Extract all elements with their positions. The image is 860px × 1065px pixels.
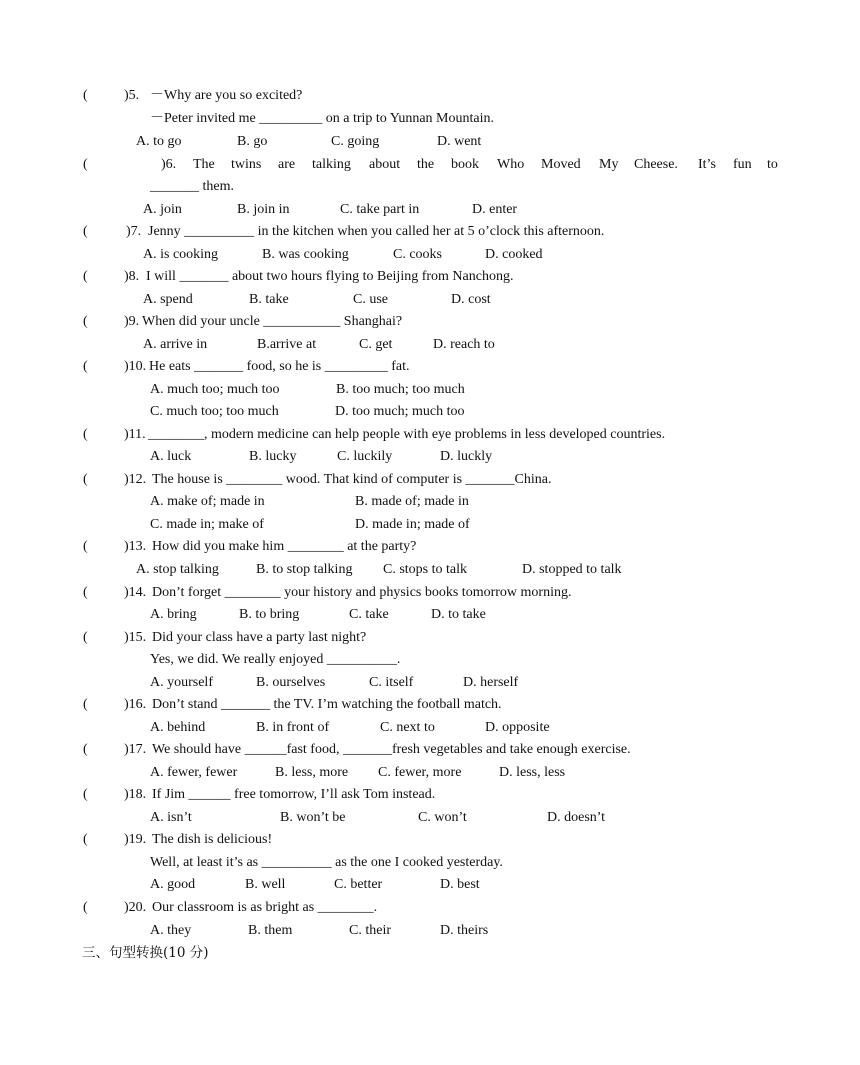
option-d: D. reach to: [433, 337, 495, 352]
question-5: [0, 86, 860, 106]
option-d: D. made in; made of: [355, 517, 470, 532]
word: The: [193, 157, 215, 172]
question-5-line2: [0, 109, 860, 129]
option-d: D. to take: [431, 607, 486, 622]
question-17-options: [0, 763, 860, 783]
question-text: The dish is delicious!: [152, 832, 273, 847]
option-d: D. opposite: [485, 720, 550, 735]
question-number: )8.: [124, 269, 140, 284]
question-text: I will _______ about two hours flying to Beijing from Nanchong.: [146, 269, 514, 284]
option-a: A. yourself: [150, 675, 213, 690]
word: twins: [231, 157, 262, 172]
question-11: [0, 425, 860, 445]
option-c: C. luckily: [337, 449, 393, 464]
question-16-options: [0, 718, 860, 738]
option-c: C. itself: [369, 675, 414, 690]
option-b: B. less, more: [275, 765, 349, 780]
word: are: [278, 157, 296, 172]
question-17: [0, 740, 860, 760]
question-text: －Why are you so excited?: [150, 88, 303, 103]
question-number: )11.: [124, 427, 146, 442]
question-15-options: [0, 673, 860, 693]
question-12-options-row1: [0, 492, 860, 512]
question-number: )15.: [124, 630, 147, 645]
question-number: )20.: [124, 900, 147, 915]
word: about: [369, 157, 401, 172]
option-d: D. went: [437, 134, 482, 149]
question-10-options-row2: [0, 402, 860, 422]
question-13: [0, 537, 860, 557]
option-a: A. much too; much too: [150, 382, 280, 397]
question-text: How did you make him ________ at the party?: [152, 539, 417, 554]
answer-paren: (: [83, 539, 88, 554]
question-7-options: [0, 245, 860, 265]
question-text: Our classroom is as bright as ________.: [152, 900, 378, 915]
question-20: [0, 898, 860, 918]
question-text: Don’t stand _______ the TV. I’m watching the football match.: [152, 697, 502, 712]
option-b: B. in front of: [256, 720, 330, 735]
option-a: A. fewer, fewer: [150, 765, 238, 780]
option-a: A. is cooking: [143, 247, 219, 262]
question-5-options: [0, 132, 860, 152]
word: the: [417, 157, 435, 172]
question-9: [0, 312, 860, 332]
question-10: [0, 357, 860, 377]
answer-paren: (: [83, 585, 88, 600]
question-number: )7.: [126, 224, 142, 239]
question-16: [0, 695, 860, 715]
option-a: A. luck: [150, 449, 192, 464]
option-c: C. take: [349, 607, 389, 622]
option-c: C. use: [353, 292, 388, 307]
question-8-options: [0, 290, 860, 310]
option-b: B. ourselves: [256, 675, 326, 690]
question-18-options: [0, 808, 860, 828]
question-15: [0, 628, 860, 648]
option-b: B. lucky: [249, 449, 297, 464]
answer-paren: (: [83, 359, 88, 374]
option-a: A. behind: [150, 720, 206, 735]
answer-paren: (: [83, 787, 88, 802]
word: It’s: [698, 157, 716, 172]
option-c: C. going: [331, 134, 380, 149]
option-c: C. their: [349, 923, 391, 938]
option-b: B. go: [237, 134, 268, 149]
option-c: C. much too; too much: [150, 404, 279, 419]
answer-paren: (: [83, 427, 88, 442]
option-d: D. less, less: [499, 765, 566, 780]
question-6: [0, 155, 860, 175]
question-text: We should have ______fast food, _______fresh vegetables and take enough exercise.: [152, 742, 631, 757]
option-b: B.arrive at: [257, 337, 317, 352]
option-a: A. join: [143, 202, 182, 217]
option-b: B. to stop talking: [256, 562, 353, 577]
question-number: )10.: [124, 359, 147, 374]
question-14-options: [0, 605, 860, 625]
question-text: ________, modern medicine can help people with eye problems in less developed countries.: [148, 427, 666, 442]
option-d: D. stopped to talk: [522, 562, 622, 577]
answer-paren: (: [83, 742, 88, 757]
option-d: D. theirs: [440, 923, 489, 938]
option-a: A. to go: [136, 134, 182, 149]
answer-paren: (: [83, 832, 88, 847]
question-15-line2: [0, 650, 860, 670]
option-c: C. next to: [380, 720, 435, 735]
question-number: )14.: [124, 585, 147, 600]
answer-paren: (: [83, 314, 88, 329]
word: to: [767, 157, 778, 172]
option-a: A. good: [150, 877, 196, 892]
option-b: B. join in: [237, 202, 290, 217]
question-18: [0, 785, 860, 805]
option-b: B. made of; made in: [355, 494, 469, 509]
question-13-options: [0, 560, 860, 580]
question-19-options: [0, 875, 860, 895]
option-a: A. spend: [143, 292, 193, 307]
answer-paren: (: [83, 630, 88, 645]
option-c: C. stops to talk: [383, 562, 468, 577]
option-b: B. won’t be: [280, 810, 346, 825]
word: My: [599, 157, 619, 172]
option-c: C. cooks: [393, 247, 442, 262]
question-number: )16.: [124, 697, 147, 712]
question-text: Don’t forget ________ your history and physics books tomorrow morning.: [152, 585, 572, 600]
question-text: －Peter invited me _________ on a trip to Yunnan Mountain.: [150, 111, 494, 126]
question-text: The house is ________ wood. That kind of computer is _______China.: [152, 472, 552, 487]
question-11-options: [0, 447, 860, 467]
option-a: A. arrive in: [143, 337, 208, 352]
option-c: C. fewer, more: [378, 765, 462, 780]
question-12-options-row2: [0, 515, 860, 535]
question-text: Jenny __________ in the kitchen when you called her at 5 o’clock this afternoon.: [148, 224, 605, 239]
question-text: Did your class have a party last night?: [152, 630, 367, 645]
question-9-options: [0, 335, 860, 355]
question-number: )17.: [124, 742, 147, 757]
question-number: )12.: [124, 472, 147, 487]
word: talking: [312, 157, 351, 172]
question-text: He eats _______ food, so he is _________ fat.: [149, 359, 410, 374]
option-d: D. herself: [463, 675, 519, 690]
question-6-line2: [0, 177, 860, 197]
question-text: Well, at least it’s as __________ as the one I cooked yesterday.: [150, 855, 503, 870]
question-6-options: [0, 200, 860, 220]
question-20-options: [0, 921, 860, 941]
option-a: A. isn’t: [150, 810, 192, 825]
option-d: D. too much; much too: [335, 404, 465, 419]
option-c: C. made in; make of: [150, 517, 264, 532]
question-number: )6.: [161, 157, 177, 172]
answer-paren: (: [83, 88, 88, 103]
question-number: )5.: [124, 88, 140, 103]
option-b: B. was cooking: [262, 247, 349, 262]
word: book: [451, 157, 479, 172]
option-d: D. best: [440, 877, 480, 892]
option-d: D. enter: [472, 202, 518, 217]
answer-paren: (: [83, 697, 88, 712]
option-c: C. better: [334, 877, 383, 892]
question-10-options-row1: [0, 380, 860, 400]
option-c: C. get: [359, 337, 393, 352]
answer-paren: (: [83, 157, 88, 172]
question-7: [0, 222, 860, 242]
answer-paren: (: [83, 224, 88, 239]
option-d: D. luckly: [440, 449, 493, 464]
question-8: [0, 267, 860, 287]
answer-paren: (: [83, 472, 88, 487]
word: Who: [497, 157, 525, 172]
option-a: A. bring: [150, 607, 197, 622]
question-14: [0, 583, 860, 603]
question-12: [0, 470, 860, 490]
option-d: D. cooked: [485, 247, 543, 262]
question-19-line2: [0, 853, 860, 873]
word: Cheese.: [634, 157, 678, 172]
answer-paren: (: [83, 269, 88, 284]
section-heading: [0, 943, 860, 963]
question-19: [0, 830, 860, 850]
word: Moved: [541, 157, 581, 172]
option-d: D. doesn’t: [547, 810, 606, 825]
section-title: 三、句型转换(10 分): [82, 945, 209, 961]
option-a: A. stop talking: [136, 562, 219, 577]
question-text: _______ them.: [150, 179, 234, 194]
option-c: C. take part in: [340, 202, 420, 217]
option-b: B. to bring: [239, 607, 300, 622]
option-b: B. them: [248, 923, 293, 938]
option-b: B. too much; too much: [336, 382, 465, 397]
option-a: A. make of; made in: [150, 494, 265, 509]
question-number: )19.: [124, 832, 147, 847]
word: fun: [733, 157, 752, 172]
answer-paren: (: [83, 900, 88, 915]
question-number: )9.: [124, 314, 140, 329]
question-number: )13.: [124, 539, 147, 554]
question-number: )18.: [124, 787, 147, 802]
option-c: C. won’t: [418, 810, 467, 825]
option-b: B. well: [245, 877, 286, 892]
question-text: If Jim ______ free tomorrow, I’ll ask Tom instead.: [152, 787, 436, 802]
option-d: D. cost: [451, 292, 491, 307]
option-a: A. they: [150, 923, 192, 938]
question-text: Yes, we did. We really enjoyed __________.: [150, 652, 401, 667]
option-b: B. take: [249, 292, 289, 307]
question-text: When did your uncle ___________ Shanghai?: [142, 314, 403, 329]
